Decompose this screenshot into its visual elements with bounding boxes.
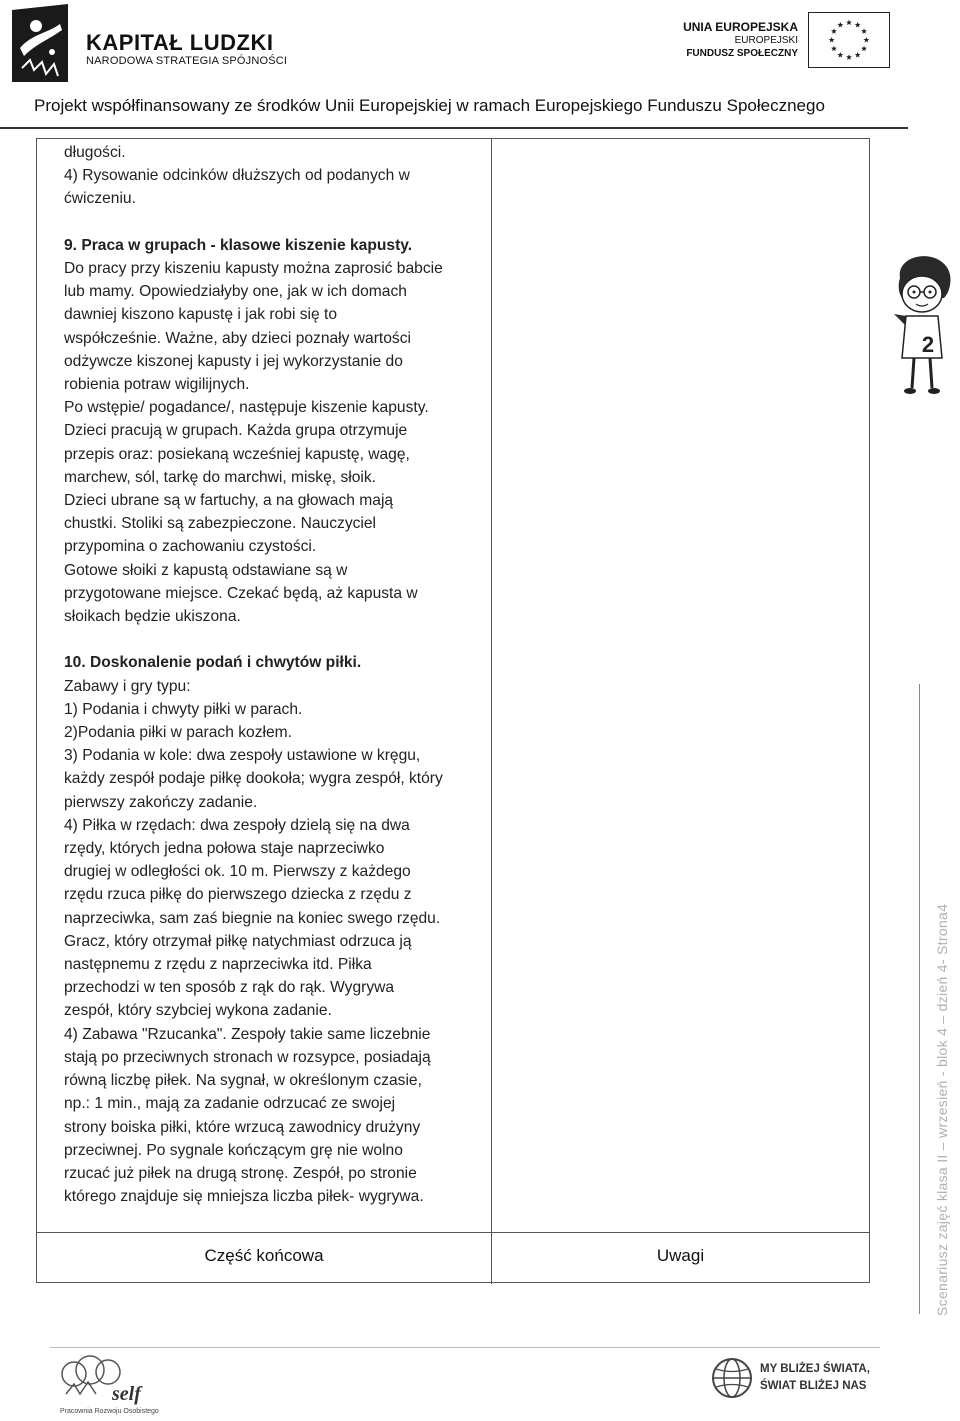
content-line: przypomina o zachowaniu czystości. <box>64 538 317 556</box>
kapital-ludzki-emblem-icon <box>12 4 68 82</box>
content-line: marchew, sól, tarkę do marchwi, miskę, słoik. <box>64 468 376 486</box>
content-line: 4) Rysowanie odcinków dłuższych od podanych w <box>64 167 410 185</box>
content-line: równą liczbę piłek. Na sygnał, w określonym czasie, <box>64 1072 422 1090</box>
ue-label-line1: UNIA EUROPEJSKA <box>683 20 798 34</box>
content-line: zespół, który szybciej wykona zadanie. <box>64 1002 332 1020</box>
content-line: naprzeciwka, sam zaś biegnie na koniec swego rzędu. <box>64 909 441 927</box>
content-line: Dzieci pracują w grupach. Każda grupa otrzymuje <box>64 422 408 440</box>
eu-flag-star <box>831 46 837 52</box>
content-line: Gracz, który otrzymał piłkę natychmiast odrzuca ją <box>64 932 412 950</box>
self-logo-icon <box>52 1350 156 1414</box>
project-cofinancing-line: Projekt współfinansowany ze środków Unii Europejskiej w ramach Europejskiego Funduszu Społecznego <box>34 96 825 115</box>
content-line: strony boiska piłki, które wrzucą zawodnicy drużyny <box>64 1118 421 1136</box>
content-line: przepis oraz: posiekaną wcześniej kapustę, wagę, <box>64 445 410 463</box>
eu-flag-star <box>846 20 852 26</box>
child-mascot-icon <box>888 248 956 398</box>
content-line: Do pracy przy kiszeniu kapusty można zaprosić babcie <box>64 260 443 277</box>
content-line: odżywcze kiszonej kapusty i jej wykorzystanie do <box>64 352 403 370</box>
table-footer-left-heading: Część końcowa <box>204 1246 324 1265</box>
footer-divider <box>50 1347 880 1348</box>
content-line: 4) Zabawa "Rzucanka". Zespoły takie same liczebnie <box>64 1025 431 1043</box>
content-line: Zabawy i gry typu: <box>64 677 191 695</box>
scenario-vertical-label: Scenariusz zajęć klasa II – wrzesień - blok 4 – dzień 4- Strona4 <box>934 903 950 1316</box>
content-line: Gotowe słoiki z kapustą odstawiane są w <box>64 561 348 579</box>
content-line: długości. <box>64 144 126 161</box>
content-line: współcześnie. Ważne, aby dzieci poznały wartości <box>64 329 411 347</box>
table-row-divider <box>37 1232 869 1233</box>
content-line: 2)Podania piłki w parach kozłem. <box>64 724 292 742</box>
content-line: rzędy, których jedna połowa staje naprzeciwko <box>64 840 385 858</box>
content-line: lub mamy. Opowiedziałyby one, jak w ich domach <box>64 283 407 301</box>
eu-flag-star <box>855 22 861 28</box>
lesson-table <box>36 138 870 1283</box>
content-line: robienia potraw wigilijnych. <box>64 376 250 394</box>
header-divider <box>0 127 908 129</box>
slogan-line1: MY BLIŻEJ ŚWIATA, <box>760 1363 870 1375</box>
content-line: słoikach będzie ukiszona. <box>64 608 241 626</box>
eu-flag-star <box>829 37 835 43</box>
self-logo-text: self <box>112 1383 141 1405</box>
eu-flag-star <box>846 54 852 60</box>
eu-flag-star <box>855 52 861 58</box>
content-line: przygotowane miejsce. Czekać będą, aż kapusta w <box>64 584 418 602</box>
paragraph-gap <box>64 628 486 651</box>
content-line: Po wstępie/ pogadance/, następuje kiszenie kapusty. <box>64 399 429 417</box>
slogan-line2: ŚWIAT BLIŻEJ NAS <box>760 1380 867 1392</box>
content-line: przechodzi w ten sposób z rąk do rąk. Wygrywa <box>64 979 395 997</box>
ue-label-line2: EUROPEJSKI <box>734 35 798 46</box>
kapital-ludzki-subtitle: NARODOWA STRATEGIA SPÓJNOŚCI <box>86 55 288 67</box>
content-line: Dzieci ubrane są w fartuchy, a na głowach mają <box>64 492 394 510</box>
mascot-number: 2 <box>921 332 935 357</box>
eu-flag-star <box>837 52 843 58</box>
content-line: rzędu rzuca piłkę do pierwszego dziecka z rzędu z <box>64 886 412 904</box>
eu-flag-stars-icon <box>808 12 890 68</box>
content-line: każdy zespół podaje piłkę dookoła; wygra zespół, który <box>64 770 443 788</box>
section-heading: 10. Doskonalenie podań i chwytów piłki. <box>64 654 362 672</box>
side-vertical-rule <box>919 684 920 1314</box>
eu-flag-star <box>837 22 843 28</box>
content-line: chustki. Stoliki są zabezpieczone. Nauczyciel <box>64 515 377 533</box>
content-line: przeciwnej. Po sygnale kończącym grę nie wolno <box>64 1141 403 1159</box>
content-line: 1) Podania i chwyty piłki w parach. <box>64 700 303 718</box>
page-header <box>0 0 960 132</box>
content-line: pierwszy zakończy zadanie. <box>64 793 258 811</box>
content-line: następnemu z rzędu z naprzeciwka itd. Piłka <box>64 956 372 974</box>
content-line: dawniej kiszono kapustę i jak robi się to <box>64 306 338 324</box>
self-logo-subtitle: Pracownia Rozwoju Osobistego <box>60 1408 159 1415</box>
content-line: ćwiczeniu. <box>64 190 136 208</box>
paragraph-gap <box>64 211 486 234</box>
eu-flag-star <box>831 28 837 34</box>
globe-logo-icon <box>710 1356 754 1400</box>
ue-label-line3: FUNDUSZ SPOŁECZNY <box>686 48 798 59</box>
content-line: 3) Podania w kole: dwa zespoły ustawione w kręgu, <box>64 747 421 765</box>
table-column-divider <box>491 139 492 1284</box>
content-line: np.: 1 min., mają za zadanie odrzucać ze swojej <box>64 1095 396 1113</box>
content-line: 4) Piłka w rzędach: dwa zespoły dzielą się na dwa <box>64 816 410 834</box>
content-line: którego znajduje się mniejsza liczba piłek- wygrywa. <box>64 1188 424 1206</box>
eu-flag-star <box>861 46 867 52</box>
section-heading: 9. Praca w grupach - klasowe kiszenie kapusty. <box>64 236 413 254</box>
table-footer-right-heading: Uwagi <box>656 1246 705 1265</box>
eu-flag-star <box>863 37 869 43</box>
content-line: drugiej w odległości ok. 10 m. Pierwszy z każdego <box>64 863 411 881</box>
lesson-content-cell <box>64 141 486 1208</box>
content-line: stają po przeciwnych stronach w rozsypce, posiadają <box>64 1048 431 1066</box>
eu-flag-star <box>861 28 867 34</box>
content-line: rzucać już piłek na drugą stronę. Zespół, po stronie <box>64 1164 417 1182</box>
kapital-ludzki-title: KAPITAŁ LUDZKI <box>86 30 274 55</box>
